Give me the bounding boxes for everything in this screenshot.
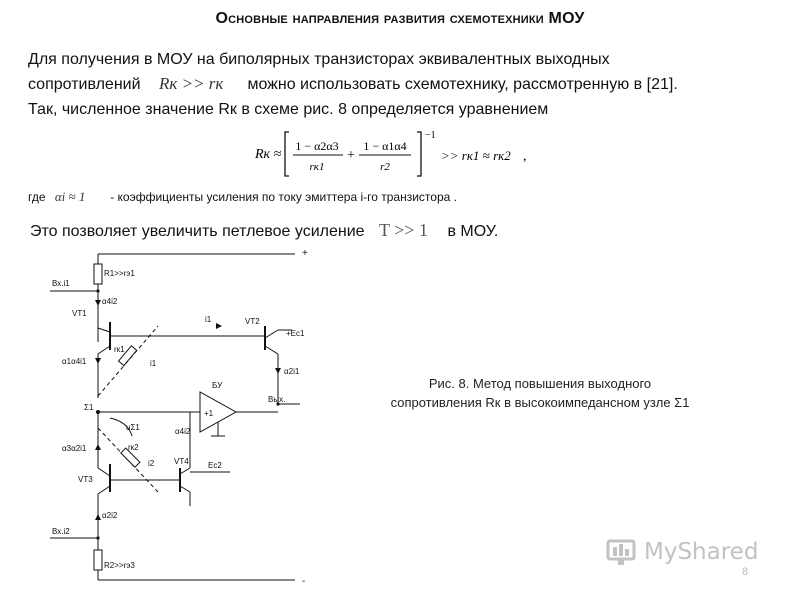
eq-frac2-den: r2 (380, 161, 390, 173)
eq-left-bracket (285, 132, 289, 176)
buffer-gain-label: +1 (204, 409, 214, 418)
r1-label: R1>>rэ1 (104, 269, 135, 278)
where-condition: αi ≈ 1 (54, 189, 86, 204)
vt3-collector (98, 468, 110, 476)
bu-label: БУ (212, 381, 223, 390)
page-number: 8 (742, 566, 749, 578)
where-text: - коэффициенты усиления по току эмиттера i-го транзистора . (110, 190, 457, 204)
watermark-logo-icon (606, 537, 638, 567)
eq-frac2-num: 1 − α1α4 (363, 139, 407, 153)
eq-frac1-den: rк1 (309, 161, 325, 173)
i1-top-label: i1 (205, 315, 212, 324)
eq-plus: + (347, 148, 355, 163)
alpha4-i2-mid: α4i2 (175, 427, 191, 436)
watermark-text: MyShared (644, 539, 759, 565)
figure-caption (360, 374, 720, 412)
circuit-diagram (40, 246, 340, 590)
eq-right-bracket (417, 132, 421, 176)
rk-equation (255, 128, 545, 180)
r1-resistor (94, 264, 102, 284)
vt3-emitter (98, 486, 110, 494)
input2-node (96, 536, 99, 539)
alpha4-i2-top: α4i2 (102, 297, 118, 306)
current-arrow-6 (216, 323, 222, 329)
alpha2-i1-right: α2i1 (284, 367, 300, 376)
alpha1-alpha4-i1: α1α4i1 (62, 357, 87, 366)
paragraph-loop-gain (30, 220, 498, 242)
vt2-label: VT2 (245, 317, 260, 326)
current-arrow-1 (95, 300, 101, 306)
i2-label: i2 (148, 459, 155, 468)
current-arrow-5 (275, 368, 281, 374)
caption-line-1: Рис. 8. Метод повышения выходного (428, 376, 652, 391)
ec1-label: +Eс1 (286, 329, 305, 338)
rk2-label: rк2 (128, 443, 139, 452)
minus-rail-label: - (302, 576, 306, 587)
eq-rhs: >> rк1 ≈ rк2 (441, 148, 511, 163)
current-arrow-4 (95, 514, 101, 520)
eq-lhs: Rк ≈ (255, 147, 282, 162)
eq-exponent: −1 (425, 130, 436, 141)
eq-trail: , (523, 149, 527, 164)
sigma-label: Σ1 (84, 403, 94, 412)
input1-label: Вх.i1 (52, 279, 70, 288)
paragraph-line-2 (28, 74, 678, 95)
caption-line-2: сопротивления Rк в высокоимпедансном узле Σ1 (390, 395, 690, 410)
loop-gain-condition: T >> 1 (378, 220, 428, 240)
i1-label: i1 (150, 359, 157, 368)
r2-label: R2>>rэ3 (104, 561, 135, 570)
current-arrow-2 (95, 358, 101, 364)
paragraph-line-2-end: можно использовать схемотехнику, рассмотренную в [21]. (247, 76, 678, 93)
vt4-emitter (180, 486, 190, 492)
current-arrow-3 (95, 444, 101, 450)
vt1-label: VT1 (72, 309, 87, 318)
loop-gain-text-end: в МОУ. (447, 223, 499, 240)
vt2-collector (265, 330, 278, 338)
paragraph-line-1: Для получения в МОУ на биполярных транзисторах эквивалентных выходных (28, 51, 610, 68)
sigma-node-dot (96, 410, 100, 414)
loop-gain-text-start: Это позволяет увеличить петлевое усиление (30, 223, 365, 240)
paragraph-line-2-start: сопротивлений (28, 76, 141, 93)
inline-condition-rk: Rк >> rк (158, 74, 224, 93)
r2-resistor (94, 550, 102, 570)
plus-rail-label: + (302, 248, 308, 259)
alpha3-alpha2-i1: α3α2i1 (62, 444, 87, 453)
where-prefix: где (28, 190, 46, 204)
eq-frac1-num: 1 − α2α3 (295, 139, 339, 153)
vt3-label: VT3 (78, 475, 93, 484)
rk1-label: rк1 (114, 345, 125, 354)
vt4-collector (180, 468, 190, 474)
vt4-label: VT4 (174, 457, 189, 466)
ec2-label: Eс2 (208, 461, 222, 470)
vt1-collector (98, 346, 110, 354)
usigma-label: uΣ1 (126, 423, 140, 432)
output-label: Вых. (268, 395, 286, 404)
paragraph-line-3: Так, численное значение Rк в схеме рис. 8 определяется уравнением (28, 101, 549, 118)
where-line (28, 189, 457, 205)
input1-node (96, 289, 99, 292)
vt2-emitter (265, 346, 278, 354)
vt1-emitter (98, 328, 110, 332)
slide-title: Основные направления развития схемотехники МОУ (215, 10, 585, 27)
alpha2-i2-bottom: α2i2 (102, 511, 118, 520)
input2-label: Вх.i2 (52, 527, 70, 536)
